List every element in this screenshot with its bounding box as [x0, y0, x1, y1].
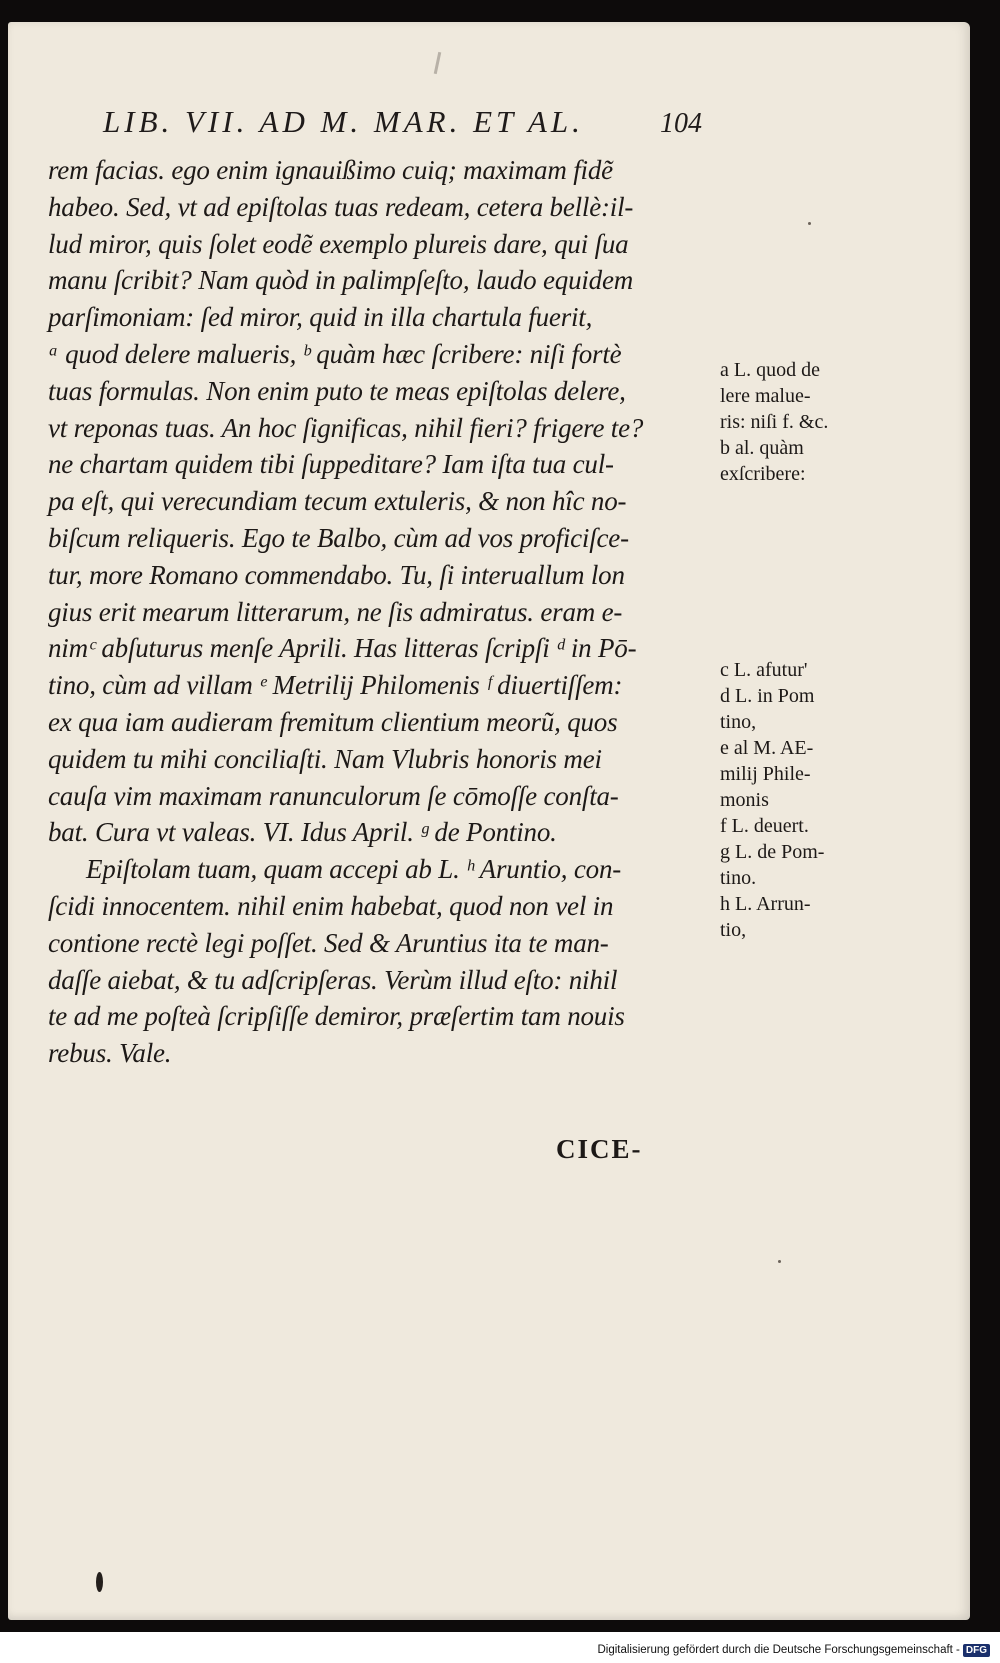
text-line: ex qua iam audieram fremitum clientium meorũ, quos: [48, 706, 618, 737]
digitization-credit: [597, 1644, 990, 1657]
margin-note-line: d L. in Pom: [720, 685, 815, 707]
margin-note-line: exſcribere:: [720, 463, 806, 485]
text-line: bat. Cura vt valeas. VI. Idus April. ᵍ de Pontino.: [48, 817, 557, 848]
margin-note-line: milij Phile-: [720, 763, 811, 785]
margin-note-line: b al. quàm: [720, 437, 804, 459]
margin-note-line: e al M. AE-: [720, 737, 814, 759]
text-line: rem facias. ego enim ignauißimo cuiq; maximam fidẽ: [48, 155, 613, 185]
margin-note-line: lere malue-: [720, 385, 811, 407]
ink-mark: [434, 52, 442, 74]
text-line: manu ſcribit? Nam quòd in palimpſeſto, laudo equidem: [48, 265, 634, 296]
margin-note-line: tino,: [720, 711, 757, 733]
margin-note-line: tio,: [720, 919, 747, 941]
text-line: cauſa vim maximam ranunculorum ſe cōmoſſe conſta-: [48, 780, 619, 811]
book-page: [8, 22, 970, 1620]
text-line: pa eſt, qui verecundiam tecum extuleris, & non hîc no-: [48, 486, 627, 517]
text-line: tino, cùm ad villam ᵉ Metrilij Philomenis ᶠ diuertiſſem:: [48, 670, 623, 701]
text-line: ſcidi innocentem. nihil enim habebat, quod non vel in: [48, 890, 614, 921]
running-head: LIB. VII. AD M. MAR. ET AL.: [103, 104, 584, 139]
text-line: te ad me poſteà ſcripſiſſe demiror, præſertim tam nouis: [48, 1001, 625, 1032]
text-line: ne chartam quidem tibi ſuppeditare? Iam iſta tua cul-: [48, 449, 614, 480]
text-line: rebus. Vale.: [48, 1038, 172, 1069]
margin-note-line: monis: [720, 789, 769, 811]
text-line: contione rectè legi poſſet. Sed & Aruntius ita te man-: [48, 927, 609, 958]
margin-note-group-b: [720, 657, 870, 943]
text-line: nimᶜ abſuturus menſe Aprili. Has litteras ſcripſi ᵈ in Pō-: [48, 633, 637, 664]
margin-note-line: f L. deuert.: [720, 815, 809, 837]
text-line: vt reponas tuas. An hoc ſignificas, nihil fieri? frigere te?: [48, 412, 644, 443]
text-line: habeo. Sed, vt ad epiſtolas tuas redeam, cetera bellè:il-: [48, 191, 634, 222]
speck: [778, 1260, 781, 1263]
margin-note-line: ris: niſi f. &c.: [720, 411, 829, 433]
margin-note-line: a L. quod de: [720, 359, 820, 381]
speck: [808, 222, 811, 225]
margin-note-line: h L. Arrun-: [720, 893, 811, 915]
text-line: daſſe aiebat, & tu adſcripſeras. Verùm illud eſto: nihil: [48, 964, 618, 995]
text-line: quidem tu mihi conciliaſti. Nam Vlubris honoris mei: [48, 743, 602, 774]
text-line: parſimoniam: ſed miror, quid in illa chartula fuerit,: [48, 302, 593, 333]
catchword: CICE-: [556, 1134, 643, 1164]
page-number: 104: [660, 108, 702, 139]
margin-notes: [720, 357, 870, 943]
main-text-block: [48, 152, 728, 1072]
dfg-logo: DFG: [963, 1644, 990, 1657]
margin-note-group-a: [720, 357, 870, 487]
text-line: lud miror, quis ſolet eodẽ exemplo plureis dare, qui ſua: [48, 228, 629, 259]
text-line: biſcum reliqueris. Ego te Balbo, cùm ad vos proficiſce-: [48, 522, 629, 553]
text-line: gius erit mearum litterarum, ne ſis admiratus. eram e-: [48, 596, 623, 627]
text-line: Epiſtolam tuam, quam accepi ab L. ʰ Aruntio, con-: [86, 854, 622, 885]
margin-note-line: g L. de Pom-: [720, 841, 825, 863]
credit-text: Digitalisierung gefördert durch die Deutsche Forschungsgemeinschaft -: [597, 1644, 960, 1656]
text-line: ᵃ quod delere malueris, ᵇ quàm hæc ſcribere: niſi fortè: [48, 338, 622, 369]
text-line: tuas formulas. Non enim puto te meas epiſtolas delere,: [48, 375, 626, 406]
margin-note-line: c L. afutur': [720, 659, 808, 681]
text-line: tur, more Romano commendabo. Tu, ſi interuallum lon: [48, 559, 625, 590]
ink-stain: [96, 1572, 103, 1592]
margin-note-line: tino.: [720, 867, 757, 889]
